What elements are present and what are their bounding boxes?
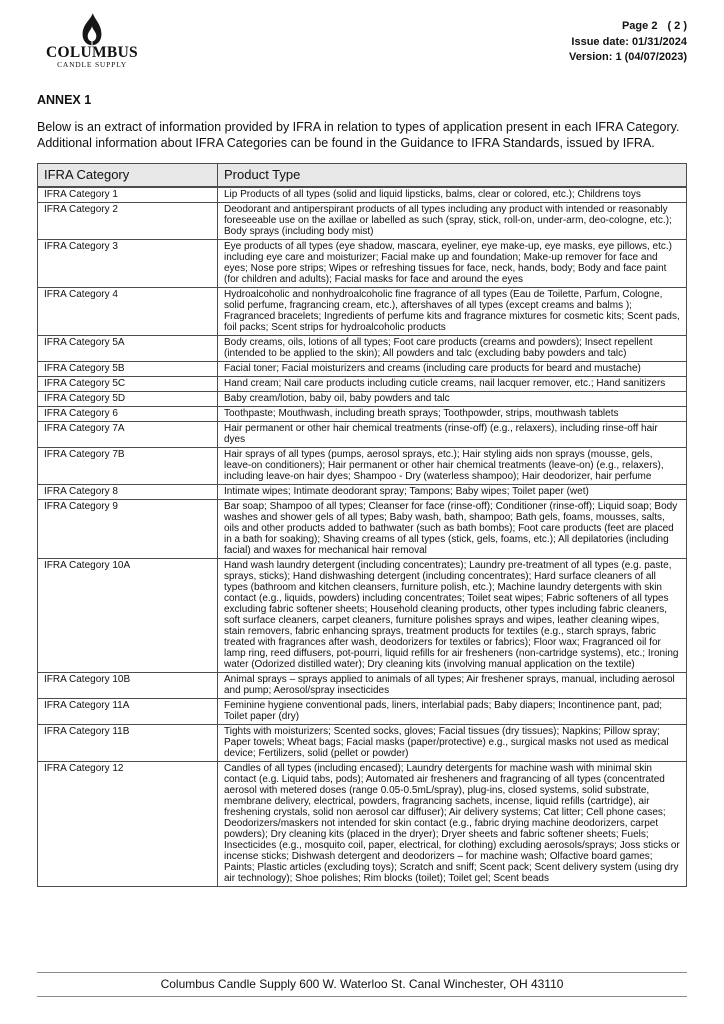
table-row bbox=[38, 725, 687, 762]
page-footer bbox=[37, 972, 687, 997]
table-row bbox=[38, 336, 687, 362]
product-type-cell: Bar soap; Shampoo of all types; Cleanser for face (rinse-off); Conditioner (rinse-off); Liquid soap; Body washes and shower gels of all types; Baby wash, bath, shampoo; Bath gels, foams, mousses, salts, oils and other products added to bathwater (such as bath bombs); Foot care products (feet are placed in a bath for soaking); Shaving creams of all types (stick, gels, foams, etc.); All depilatories (including facial) and waxes for mechanical hair removal bbox=[218, 500, 687, 559]
category-cell: IFRA Category 12 bbox=[38, 762, 218, 887]
intro-paragraph: Below is an extract of information provided by IFRA in relation to types of application present in each IFRA Category. Additional information about IFRA Categories can be found in the Guidance to IFRA Standards, issued by IFRA. bbox=[37, 120, 680, 150]
product-type-cell: Toothpaste; Mouthwash, including breath sprays; Toothpowder, strips, mouthwash tablets bbox=[218, 407, 687, 422]
product-type-cell: Intimate wipes; Intimate deodorant spray; Tampons; Baby wipes; Toilet paper (wet) bbox=[218, 485, 687, 500]
category-cell: IFRA Category 6 bbox=[38, 407, 218, 422]
column-header-ifra-category: IFRA Category bbox=[38, 164, 218, 188]
version: Version: 1 (04/07/2023) bbox=[568, 51, 687, 63]
table-row bbox=[38, 407, 687, 422]
product-type-cell: Hair sprays of all types (pumps, aerosol sprays, etc.); Hair styling aids non sprays (mousse, gels, leave-on conditioners); Hair permanent or other hair chemical treatments (leave-on) (e.g., relaxers), including leave-on hair dyes; Shampoo - Dry (waterless shampoo); Hair deodorizer, hair perfume bbox=[218, 448, 687, 485]
table-row bbox=[38, 240, 687, 288]
category-cell: IFRA Category 9 bbox=[38, 500, 218, 559]
category-cell: IFRA Category 10A bbox=[38, 559, 218, 673]
table-row bbox=[38, 699, 687, 725]
table-row bbox=[38, 377, 687, 392]
issue-date: Issue date: 01/31/2024 bbox=[571, 35, 687, 48]
category-cell: IFRA Category 4 bbox=[38, 288, 218, 336]
page-number-paren: ( 2 ) bbox=[667, 20, 687, 32]
footer-address: Columbus Candle Supply 600 W. Waterloo St. Canal Winchester, OH 43110 bbox=[160, 977, 564, 991]
product-type-cell: Hand wash laundry detergent (including concentrates); Laundry pre-treatment of all types (e.g. paste, sprays, sticks); Hand dishwashing detergent (including concentrates); Hard surface cleaners of all types (bathroom and kitchen cleansers, furniture polish, etc.); Machine laundry detergents with skin contact (e.g., liquids, powders) including concentrates; Toilet seat wipes; Fabric softeners of all types excluding fabric softener sheets; Household cleaning products, other types including fabric cleaners, soft surface cleaners, carpet cleaners, furniture polishes sprays and wipes, leather cleaning wipes, stain removers, fabric enhancing sprays, treatment products for textiles (e.g., starch sprays, fabric treated with fragrances after wash, deodorizers for textiles or fabrics); Floor wax; Fragranced oil for lamp ring, reed diffusers, pot-pourri, liquid refills for air fresheners (non-cartridge systems), etc.; Ironing water (Odorized distilled water); Dry cleaning kits (involving manual application on the textile) bbox=[218, 559, 687, 673]
page-meta bbox=[569, 13, 687, 66]
column-header-product-type: Product Type bbox=[218, 164, 687, 188]
product-type-cell: Hair permanent or other hair chemical treatments (rinse-off) (e.g., relaxers), including rinse-off hair dyes bbox=[218, 422, 687, 448]
category-cell: IFRA Category 8 bbox=[38, 485, 218, 500]
product-type-cell: Hand cream; Nail care products including cuticle creams, nail lacquer remover, etc.; Hand sanitizers bbox=[218, 377, 687, 392]
table-row bbox=[38, 762, 687, 887]
category-cell: IFRA Category 5B bbox=[38, 362, 218, 377]
table-row bbox=[38, 673, 687, 699]
flame-icon bbox=[80, 13, 104, 45]
category-cell: IFRA Category 1 bbox=[38, 187, 218, 203]
category-cell: IFRA Category 3 bbox=[38, 240, 218, 288]
annex-title: ANNEX 1 bbox=[37, 93, 92, 107]
product-type-cell: Lip Products of all types (solid and liquid lipsticks, balms, clear or colored, etc.); Childrens toys bbox=[218, 187, 687, 203]
product-type-cell: Facial toner; Facial moisturizers and creams (including care products for beard and mustache) bbox=[218, 362, 687, 377]
product-type-cell: Feminine hygiene conventional pads, liners, interlabial pads; Baby diapers; Incontinence pant, pad; Toilet paper (dry) bbox=[218, 699, 687, 725]
table-row bbox=[38, 362, 687, 377]
category-cell: IFRA Category 5D bbox=[38, 392, 218, 407]
product-type-cell: Hydroalcoholic and nonhydroalcoholic fine fragrance of all types (Eau de Toilette, Parfum, Cologne, solid perfume, fragrancing cream, etc.), aftershaves of all types (except creams and balms ); Fragranced bracelets; Ingredients of perfume kits and fragrance mixtures for cosmetic kits; Scent pads, foil packs; Scent strips for hydroalcoholic products bbox=[218, 288, 687, 336]
category-cell: IFRA Category 2 bbox=[38, 203, 218, 240]
table-row bbox=[38, 187, 687, 203]
product-type-cell: Baby cream/lotion, baby oil, baby powders and talc bbox=[218, 392, 687, 407]
category-cell: IFRA Category 11B bbox=[38, 725, 218, 762]
logo-sub-text: CANDLE SUPPLY bbox=[57, 60, 127, 69]
product-type-cell: Candles of all types (including encased); Laundry detergents for machine wash with minimal skin contact (e.g. Liquid tabs, pods); Automated air fresheners and fragrancing of all types (concentrated aerosol with metered doses (range 0.05-0.5mL/spray), plug-ins, closed systems, solid substrate, membrane delivery, electrical, powders, fragrancing sachets, incense, liquid refills (cartridge), air freshening crystals, solid non aerosol car diffuser); Air delivery systems; Cat litter; Cell phone cases; Deodorizers/maskers not intended for skin contact (e.g., fabric drying machine deodorizers, carpet powders); Dry cleaning kits (placed in the dryer); Dryer sheets and fabric softener sheets; Fuels; Insecticides (e.g., mosquito coil, paper, electrical, for clothing) excluding aerosols/sprays; Joss sticks or incense sticks; Dishwash detergent and deodorizers – for machine wash; Olfactive board games; Paints; Plastic articles (excluding toys); Scratch and sniff; Scent pack; Scent delivery system (using dry air technology); Shoe polishes; Rim blocks (toilet); Toilet gel; Scent beads bbox=[218, 762, 687, 887]
table-row bbox=[38, 422, 687, 448]
logo-brand-text: COLUMBUS bbox=[46, 44, 138, 61]
product-type-cell: Body creams, oils, lotions of all types; Foot care products (creams and powders); Insect repellent (intended to be applied to the skin); All powders and talc (excluding baby powders and talc) bbox=[218, 336, 687, 362]
table-row bbox=[38, 392, 687, 407]
category-cell: IFRA Category 5C bbox=[38, 377, 218, 392]
page-number bbox=[569, 19, 687, 35]
page-number-label: Page 2 bbox=[621, 20, 658, 32]
table-row bbox=[38, 288, 687, 336]
company-logo bbox=[46, 13, 138, 69]
table-row bbox=[38, 203, 687, 240]
product-type-cell: Deodorant and antiperspirant products of all types including any product with intended or reasonably foreseeable use on the axillae or labelled as such (spray, stick, roll-on, under-arm, deo-cologne, etc.); Body sprays (including body mist) bbox=[218, 203, 687, 240]
category-cell: IFRA Category 10B bbox=[38, 673, 218, 699]
category-cell: IFRA Category 5A bbox=[38, 336, 218, 362]
product-type-cell: Tights with moisturizers; Scented socks, gloves; Facial tissues (dry tissues); Napkins; Pillow spray; Paper towels; Wheat bags; Facial masks (paper/protective) e.g., surgical masks not used as medical device; Fertilizers, solid (pellet or powder) bbox=[218, 725, 687, 762]
product-type-cell: Animal sprays – sprays applied to animals of all types; Air freshener sprays, manual, including aerosol and pump; Aerosol/spray insecticides bbox=[218, 673, 687, 699]
category-cell: IFRA Category 7A bbox=[38, 422, 218, 448]
table-row bbox=[38, 500, 687, 559]
product-type-cell: Eye products of all types (eye shadow, mascara, eyeliner, eye make-up, eye masks, eye pillows, etc.) including eye care and moisturizer; Facial make up and foundation; Make-up remover for face and eyes; Nose pore strips; Wipes or refreshing tissues for face, neck, hands, body; Body and face paint (for children and adults); Facial masks for face and around the eyes bbox=[218, 240, 687, 288]
table-row bbox=[38, 559, 687, 673]
table-row bbox=[38, 485, 687, 500]
category-cell: IFRA Category 7B bbox=[38, 448, 218, 485]
ifra-category-table bbox=[37, 163, 687, 887]
table-row bbox=[38, 448, 687, 485]
category-cell: IFRA Category 11A bbox=[38, 699, 218, 725]
page-header bbox=[37, 13, 687, 85]
table-header-row bbox=[38, 164, 687, 188]
